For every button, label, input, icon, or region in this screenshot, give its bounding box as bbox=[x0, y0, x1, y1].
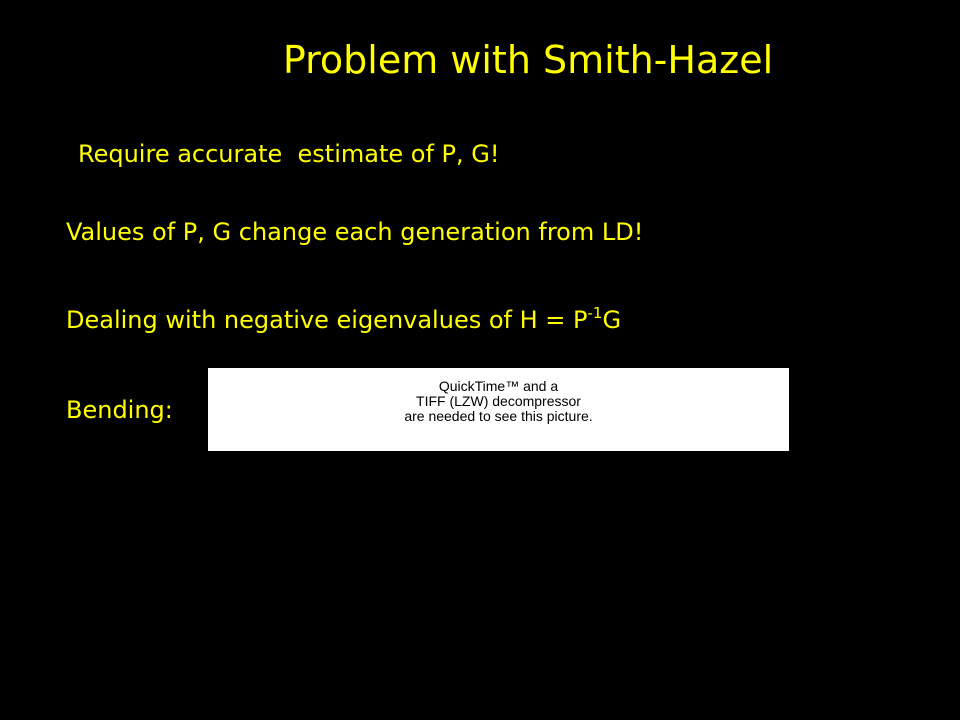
placeholder-message bbox=[208, 379, 789, 424]
bullet-bending-label: Bending: bbox=[66, 396, 173, 424]
bullet-accurate-estimate: Require accurate estimate of P, G! bbox=[78, 140, 500, 168]
bullet-values-change: Values of P, G change each generation from LD! bbox=[66, 218, 644, 246]
slide-title: Problem with Smith-Hazel bbox=[282, 38, 774, 82]
placeholder-line-1: QuickTime™ and a bbox=[438, 378, 559, 394]
placeholder-line-3: are needed to see this picture. bbox=[404, 408, 593, 424]
eigen-text-after: G bbox=[602, 306, 622, 334]
placeholder-line-2: TIFF (LZW) decompressor bbox=[416, 393, 581, 409]
missing-image-placeholder bbox=[208, 368, 789, 451]
bullet-negative-eigenvalues bbox=[66, 304, 622, 334]
eigen-text-before: Dealing with negative eigenvalues of H = P bbox=[66, 306, 588, 334]
eigen-superscript: -1 bbox=[587, 304, 603, 322]
